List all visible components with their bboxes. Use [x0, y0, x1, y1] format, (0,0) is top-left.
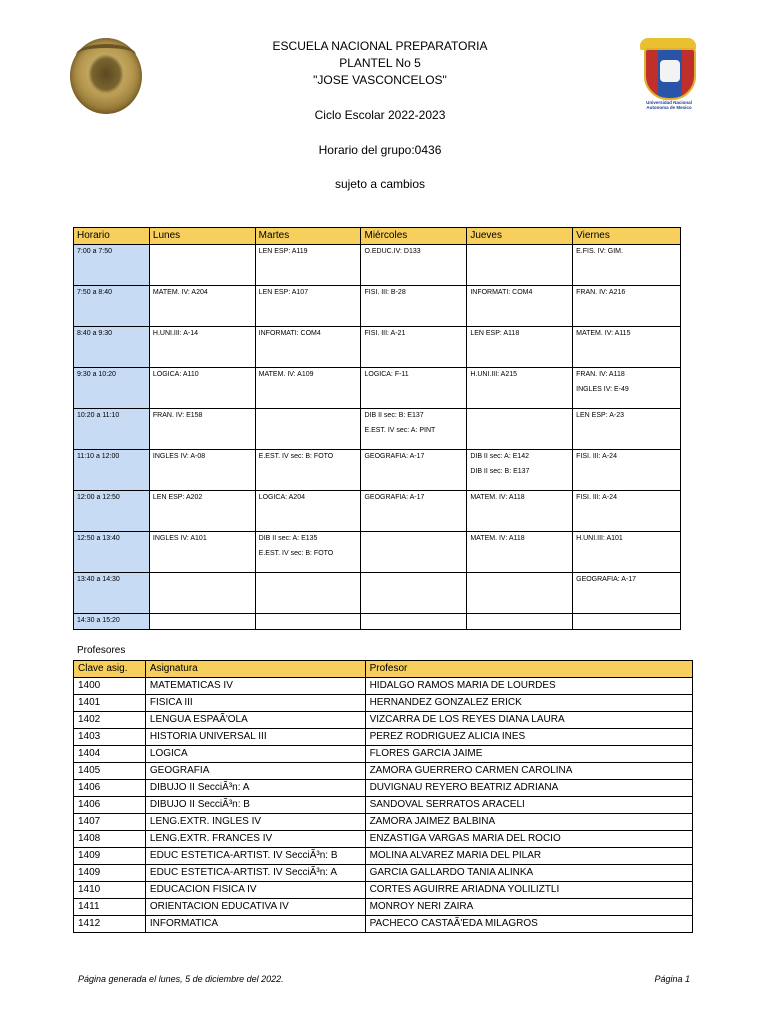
class-cell — [149, 409, 255, 450]
class-cell — [361, 491, 467, 532]
class-cell — [573, 327, 681, 368]
professor-name-cell: HIDALGO RAMOS MARIA DE LOURDES — [365, 678, 692, 695]
class-entry: E.EST. IV sec: B: FOTO — [258, 550, 334, 557]
time-slot-label: 14:30 a 15:20 — [77, 617, 120, 624]
group-schedule-title: Horario del grupo:0436 — [318, 143, 442, 157]
time-slot-label: 7:50 a 8:40 — [77, 289, 113, 296]
class-cell — [467, 532, 573, 573]
table-row — [74, 916, 693, 933]
professor-name-cell: DUVIGNAU REYERO BEATRIZ ADRIANA — [365, 780, 692, 797]
schedule-header-cell: Lunes — [149, 228, 255, 245]
class-cell — [573, 614, 681, 630]
page-number: Página 1 — [654, 974, 690, 984]
professors-caption: Profesores — [77, 645, 126, 656]
class-cell — [361, 327, 467, 368]
class-entry: INGLES IV: A101 — [152, 535, 207, 542]
class-entry: H.UNI.III: A215 — [470, 371, 517, 378]
professor-name-cell: ZAMORA GUERRERO CARMEN CAROLINA — [365, 763, 692, 780]
campus-nickname: "JOSE VASCONCELOS" — [313, 73, 447, 87]
table-row — [74, 780, 693, 797]
schedule-header-cell: Martes — [255, 228, 361, 245]
class-cell — [361, 286, 467, 327]
class-cell — [361, 573, 467, 614]
time-slot-label: 7:00 a 7:50 — [77, 248, 113, 255]
course-code-cell: 1409 — [74, 865, 146, 882]
time-slot-cell — [74, 368, 150, 409]
subject-cell: INFORMATICA — [145, 916, 365, 933]
class-entry: GEOGRAFIA: A-17 — [364, 453, 425, 460]
class-cell — [467, 491, 573, 532]
class-entry: H.UNI.III: A101 — [576, 535, 623, 542]
campus-name: PLANTEL No 5 — [339, 56, 421, 70]
class-cell — [467, 286, 573, 327]
class-entry: GEOGRAFIA: A-17 — [576, 576, 637, 583]
class-entry: LOGICA: F-11 — [364, 371, 409, 378]
class-cell — [467, 409, 573, 450]
time-slot-cell — [74, 245, 150, 286]
class-entry: MATEM. IV: A118 — [470, 535, 525, 542]
school-cycle: Ciclo Escolar 2022-2023 — [314, 108, 446, 122]
course-code-cell: 1407 — [74, 814, 146, 831]
class-cell — [467, 245, 573, 286]
class-cell — [361, 614, 467, 630]
subject-cell: EDUC ESTETICA-ARTIST. IV SecciÃ³n: A — [145, 865, 365, 882]
class-entry: INGLES IV: E-49 — [576, 386, 629, 393]
professor-name-cell: VIZCARRA DE LOS REYES DIANA LAURA — [365, 712, 692, 729]
subject-cell: EDUC ESTETICA-ARTIST. IV SecciÃ³n: B — [145, 848, 365, 865]
class-entry: INFORMATI: COM4 — [258, 330, 321, 337]
subject-cell: LENGUA ESPAÃ'OLA — [145, 712, 365, 729]
class-cell — [467, 368, 573, 409]
class-cell — [149, 327, 255, 368]
school-name: ESCUELA NACIONAL PREPARATORIA — [272, 39, 488, 53]
subject-cell: EDUCACION FISICA IV — [145, 882, 365, 899]
class-cell — [149, 368, 255, 409]
generated-date: Página generada el lunes, 5 de diciembre del 2022. — [78, 974, 284, 984]
subject-to-change-note: sujeto a cambios — [334, 177, 426, 191]
subject-cell: ORIENTACION EDUCATIVA IV — [145, 899, 365, 916]
class-entry: E.EST. IV sec: A: PINT — [364, 427, 436, 434]
class-entry: MATEM. IV: A115 — [576, 330, 631, 337]
professor-name-cell: ZAMORA JAIMEZ BALBINA — [365, 814, 692, 831]
schedule-row — [74, 614, 681, 630]
class-cell — [255, 245, 361, 286]
course-code-cell: 1408 — [74, 831, 146, 848]
course-code-cell: 1412 — [74, 916, 146, 933]
table-row — [74, 746, 693, 763]
class-entry: MATEM. IV: A204 — [152, 289, 208, 296]
class-cell — [149, 532, 255, 573]
class-cell — [573, 491, 681, 532]
schedule-row — [74, 450, 681, 491]
professors-header-cell: Asignatura — [145, 661, 365, 678]
class-entry: FRAN. IV: E158 — [152, 412, 203, 419]
class-cell — [255, 614, 361, 630]
class-entry: FISI. III: B-28 — [364, 289, 406, 296]
class-cell — [149, 573, 255, 614]
class-entry: FRAN. IV: A118 — [576, 371, 625, 378]
subject-cell: LOGICA — [145, 746, 365, 763]
time-slot-label: 11:10 a 12:00 — [77, 453, 120, 460]
time-slot-cell — [74, 286, 150, 327]
subject-cell: LENG.EXTR. INGLES IV — [145, 814, 365, 831]
class-entry: FRAN. IV: A216 — [576, 289, 626, 296]
class-cell — [361, 368, 467, 409]
subject-cell: DIBUJO II SecciÃ³n: A — [145, 780, 365, 797]
class-cell — [255, 491, 361, 532]
class-entry: INGLES IV: A-08 — [152, 453, 206, 460]
subject-cell: HISTORIA UNIVERSAL III — [145, 729, 365, 746]
schedule-header-cell: Miércoles — [361, 228, 467, 245]
class-entry: DIB II sec: B: E137 — [364, 412, 424, 419]
time-slot-cell — [74, 450, 150, 491]
class-cell — [361, 245, 467, 286]
course-code-cell: 1405 — [74, 763, 146, 780]
time-slot-label: 12:50 a 13:40 — [77, 535, 120, 542]
time-slot-cell — [74, 573, 150, 614]
schedule-header-cell: Horario — [74, 228, 150, 245]
class-entry: GEOGRAFIA: A-17 — [364, 494, 425, 501]
class-cell — [255, 327, 361, 368]
logo-caption: Universidad Nacional Autonoma de Mexico — [646, 100, 692, 110]
class-cell — [573, 368, 681, 409]
class-cell — [149, 450, 255, 491]
class-cell — [255, 286, 361, 327]
professors-header-cell: Profesor — [365, 661, 692, 678]
table-row — [74, 678, 693, 695]
table-row — [74, 797, 693, 814]
class-entry: LEN ESP: A119 — [258, 248, 308, 255]
table-row — [74, 865, 693, 882]
schedule-row — [74, 491, 681, 532]
professor-name-cell: PEREZ RODRIGUEZ ALICIA INES — [365, 729, 692, 746]
schedule-header-cell: Jueves — [467, 228, 573, 245]
table-row — [74, 763, 693, 780]
class-entry: FISI. III: A-24 — [576, 494, 617, 501]
class-entry: FISI. III: A-24 — [576, 453, 617, 460]
course-code-cell: 1410 — [74, 882, 146, 899]
schedule-row — [74, 532, 681, 573]
table-row — [74, 695, 693, 712]
class-cell — [255, 573, 361, 614]
class-entry: E.EST. IV sec: B: FOTO — [258, 453, 334, 460]
professor-name-cell: MOLINA ALVAREZ MARIA DEL PILAR — [365, 848, 692, 865]
class-entry: MATEM. IV: A109 — [258, 371, 314, 378]
table-row — [74, 899, 693, 916]
class-cell — [573, 573, 681, 614]
class-entry: H.UNI.III: A-14 — [152, 330, 199, 337]
subject-cell: LENG.EXTR. FRANCES IV — [145, 831, 365, 848]
professor-name-cell: MONROY NERI ZAIRA — [365, 899, 692, 916]
class-cell — [149, 614, 255, 630]
class-cell — [149, 491, 255, 532]
course-code-cell: 1411 — [74, 899, 146, 916]
class-cell — [149, 245, 255, 286]
table-row — [74, 729, 693, 746]
time-slot-label: 8:40 a 9:30 — [77, 330, 113, 337]
course-code-cell: 1403 — [74, 729, 146, 746]
shield-emblem — [644, 48, 696, 100]
class-cell — [361, 450, 467, 491]
time-slot-cell — [74, 532, 150, 573]
time-slot-label: 12:00 a 12:50 — [77, 494, 120, 501]
schedule-header-cell: Viernes — [573, 228, 681, 245]
class-cell — [361, 532, 467, 573]
class-cell — [467, 450, 573, 491]
class-entry: MATEM. IV: A118 — [470, 494, 525, 501]
course-code-cell: 1406 — [74, 797, 146, 814]
class-entry: LEN ESP: A107 — [258, 289, 309, 296]
class-entry: LEN ESP: A118 — [470, 330, 520, 337]
professor-name-cell: GARCIA GALLARDO TANIA ALINKA — [365, 865, 692, 882]
class-cell — [255, 532, 361, 573]
class-cell — [149, 286, 255, 327]
class-cell — [573, 286, 681, 327]
class-entry: O.EDUC.IV: D133 — [364, 248, 421, 255]
schedule-row — [74, 409, 681, 450]
time-slot-cell — [74, 327, 150, 368]
subject-cell: FISICA III — [145, 695, 365, 712]
course-code-cell: 1409 — [74, 848, 146, 865]
class-entry: DIB II sec: A: E135 — [258, 535, 318, 542]
time-slot-label: 10:20 a 11:10 — [77, 412, 120, 419]
university-shield-logo — [638, 38, 700, 116]
course-code-cell: 1406 — [74, 780, 146, 797]
professor-name-cell: ENZASTIGA VARGAS MARIA DEL ROCIO — [365, 831, 692, 848]
class-entry: E.FIS. IV: GIM. — [576, 248, 623, 255]
time-slot-label: 9:30 a 10:20 — [77, 371, 116, 378]
course-code-cell: 1401 — [74, 695, 146, 712]
professor-name-cell: HERNANDEZ GONZALEZ ERICK — [365, 695, 692, 712]
schedule-row — [74, 286, 681, 327]
professors-table — [73, 660, 693, 933]
table-row — [74, 712, 693, 729]
class-cell — [573, 409, 681, 450]
class-cell — [467, 327, 573, 368]
class-entry: DIB II sec: B: E137 — [470, 468, 530, 475]
time-slot-cell — [74, 614, 150, 630]
class-cell — [467, 573, 573, 614]
unam-crest-logo — [70, 38, 142, 114]
schedule-table — [73, 227, 681, 630]
course-code-cell: 1404 — [74, 746, 146, 763]
class-cell — [255, 409, 361, 450]
class-cell — [573, 450, 681, 491]
professor-name-cell: SANDOVAL SERRATOS ARACELI — [365, 797, 692, 814]
class-cell — [361, 409, 467, 450]
time-slot-cell — [74, 491, 150, 532]
subject-cell: DIBUJO II SecciÃ³n: B — [145, 797, 365, 814]
class-entry: LOGICA: A204 — [258, 494, 305, 501]
professor-name-cell: FLORES GARCIA JAIME — [365, 746, 692, 763]
class-cell — [573, 245, 681, 286]
class-cell — [573, 532, 681, 573]
subject-cell: MATEMATICAS IV — [145, 678, 365, 695]
course-code-cell: 1402 — [74, 712, 146, 729]
eagle-emblem — [88, 54, 124, 94]
professors-header-cell: Clave asig. — [74, 661, 146, 678]
class-cell — [255, 368, 361, 409]
class-cell — [255, 450, 361, 491]
table-row — [74, 882, 693, 899]
class-cell — [467, 614, 573, 630]
professor-name-cell: CORTES AGUIRRE ARIADNA YOLILIZTLI — [365, 882, 692, 899]
time-slot-cell — [74, 409, 150, 450]
class-entry: DIB II sec: A: E142 — [470, 453, 530, 460]
professor-name-cell: PACHECO CASTAÃ'EDA MILAGROS — [365, 916, 692, 933]
time-slot-label: 13:40 a 14:30 — [77, 576, 120, 583]
schedule-row — [74, 327, 681, 368]
class-entry: FISI. III: A-21 — [364, 330, 406, 337]
class-entry: LOGICA: A110 — [152, 371, 199, 378]
schedule-row — [74, 245, 681, 286]
table-row — [74, 848, 693, 865]
table-row — [74, 831, 693, 848]
class-entry: LEN ESP: A202 — [152, 494, 203, 501]
course-code-cell: 1400 — [74, 678, 146, 695]
class-entry: LEN ESP: A-23 — [576, 412, 624, 419]
schedule-row — [74, 573, 681, 614]
class-entry: INFORMATI: COM4 — [470, 289, 533, 296]
table-row — [74, 814, 693, 831]
subject-cell: GEOGRAFIA — [145, 763, 365, 780]
schedule-row — [74, 368, 681, 409]
